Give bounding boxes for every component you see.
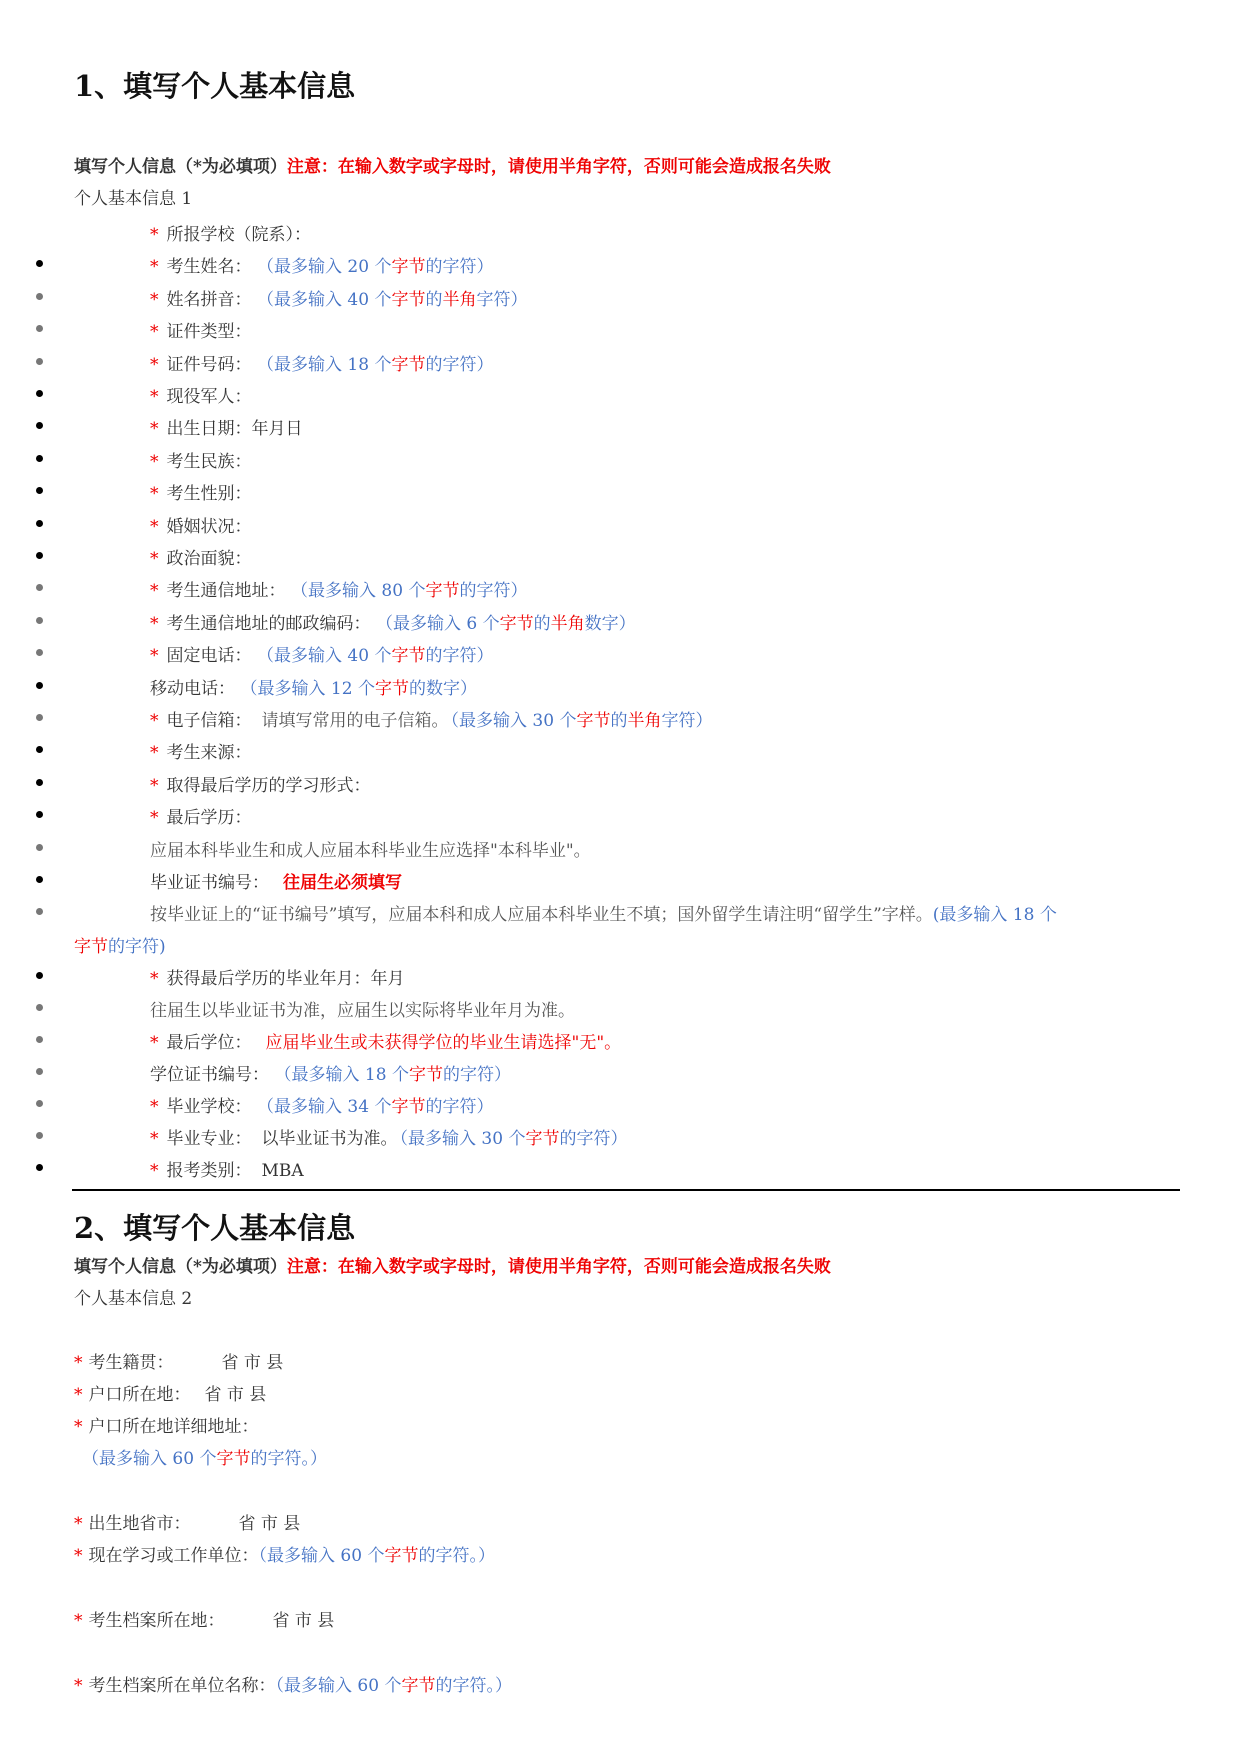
form-field	[150, 674, 477, 699]
hint-part: 字节	[391, 290, 426, 310]
list-item-cert-number	[0, 864, 1241, 896]
hint-bytes: 字节	[216, 1449, 251, 1469]
form-field	[150, 220, 311, 245]
required-star: *	[74, 1611, 83, 1631]
hint-part: 半角	[550, 614, 585, 634]
list-item-field	[0, 410, 1241, 442]
hint-text: （最多输入 30 个	[399, 1129, 526, 1149]
bullet-icon	[36, 649, 43, 656]
field-label: 取得最后学历的学习形式：	[166, 776, 371, 796]
hukou-address-hint	[82, 1444, 327, 1469]
bullet-icon	[36, 584, 43, 591]
required-star: *	[150, 614, 159, 634]
list-item-degree	[0, 1024, 1241, 1056]
required-star: *	[150, 549, 159, 569]
degree-cert-hint	[283, 1065, 511, 1085]
required-star: *	[74, 1353, 83, 1373]
hint-part: 的字符）	[425, 646, 494, 666]
field-label: 电子信箱：	[166, 711, 252, 731]
hint-text: （最多输入 34 个	[265, 1097, 392, 1117]
section-1-note	[74, 152, 831, 177]
field-hint	[249, 679, 477, 699]
hint-part: 字符）	[661, 711, 713, 731]
bullet-icon	[36, 260, 43, 267]
field-label: 考生通信地址的邮政编码：	[166, 614, 371, 634]
hint-bytes: 字节	[384, 1546, 419, 1566]
bullet-icon	[36, 844, 43, 851]
school-field	[150, 1092, 493, 1117]
required-star: *	[74, 1385, 83, 1405]
note-prefix: 填写个人信息（*为必填项）	[74, 157, 287, 177]
required-star: *	[150, 387, 159, 407]
hukou-address-field	[74, 1412, 259, 1437]
hint-bytes: 字节	[391, 1097, 426, 1117]
grad-year-value: 年月	[370, 969, 405, 989]
hint-text: （最多输入 18 个	[283, 1065, 409, 1085]
hint-text: 的字符）	[559, 1129, 628, 1149]
hint-part: 的字符）	[425, 355, 494, 375]
hint-part: 字节	[391, 646, 426, 666]
bullet-icon	[36, 972, 43, 979]
field-label: 政治面貌：	[166, 549, 252, 569]
required-star: *	[150, 452, 159, 472]
required-star: *	[150, 1161, 159, 1181]
list-item-field	[0, 443, 1241, 475]
bullet-icon	[36, 520, 43, 527]
required-star: *	[150, 355, 159, 375]
field-hint	[266, 290, 528, 310]
bullet-icon	[36, 487, 43, 494]
field-label: 考生姓名：	[166, 257, 252, 277]
bullet-icon	[36, 390, 43, 397]
hint-part: （最多输入 18 个	[265, 355, 392, 375]
hint-part: 字节	[425, 581, 460, 601]
form-field	[150, 285, 527, 310]
bullet-icon	[36, 779, 43, 786]
form-field	[150, 706, 712, 731]
field-label: 考生通信地址：	[166, 581, 286, 601]
field-label: 所报学校（院系）：	[166, 225, 311, 245]
degree-cert-field	[150, 1060, 511, 1085]
degree-label: 最后学位：	[166, 1033, 252, 1053]
field-value: 年月日	[251, 419, 303, 439]
hukou-label: 户口所在地：	[88, 1385, 191, 1405]
hint-part: 的数字）	[408, 679, 477, 699]
field-hint	[266, 646, 494, 666]
hint-text: 的字符。）	[250, 1449, 327, 1469]
field-label: 婚姻状况：	[166, 517, 252, 537]
cert-desc-hint-end: 的字符)	[108, 937, 166, 957]
exam-type-value: MBA	[261, 1161, 304, 1181]
hint-part: 半角	[627, 711, 662, 731]
hint-part: 字节	[374, 679, 409, 699]
bullet-icon	[36, 714, 43, 721]
list-item-exam-type	[0, 1152, 1241, 1184]
section-2-title: 2、填写个人基本信息	[74, 1211, 356, 1245]
required-star: *	[74, 1676, 83, 1696]
note-warning: 注意：在输入数字或字母时，请使用半角字符，否则可能会造成报名失败	[286, 1257, 831, 1277]
exam-type-label: 报考类别：	[166, 1161, 252, 1181]
form-field	[150, 512, 252, 537]
native-place-value: 省 市 县	[221, 1353, 284, 1373]
bullet-icon	[36, 358, 43, 365]
required-star: *	[150, 1129, 159, 1149]
grad-year-note: 往届生以毕业证书为准，应届生以实际将毕业年月为准。	[150, 1001, 575, 1021]
field-hint	[385, 614, 636, 634]
hint-part: 字符）	[476, 290, 528, 310]
field-label: 现役军人：	[166, 387, 252, 407]
field-label: 最后学历：	[166, 808, 252, 828]
hint-part: 的字符）	[459, 581, 528, 601]
grad-year-label: 获得最后学历的毕业年月：	[166, 969, 371, 989]
hint-text: 的字符。）	[435, 1676, 512, 1696]
list-item-grad-year-note	[0, 992, 1241, 1024]
degree-field	[150, 1028, 621, 1053]
list-item-field	[0, 216, 1241, 248]
cert-number-field	[150, 868, 402, 893]
graduate-note: 应届本科毕业生和成人应届本科毕业生应选择"本科毕业"。	[150, 841, 591, 861]
hint-part: 数字）	[584, 614, 636, 634]
form-field	[150, 414, 303, 439]
form-field	[150, 641, 493, 666]
workplace-label: 现在学习或工作单位：	[88, 1546, 259, 1566]
section-1-title: 1、填写个人基本信息	[74, 69, 356, 103]
hint-part: 半角	[442, 290, 477, 310]
degree-cert-label: 学位证书编号：	[150, 1065, 269, 1085]
hint-part: （最多输入 12 个	[249, 679, 375, 699]
hint-bytes: 字节	[525, 1129, 560, 1149]
archive-unit-hint	[276, 1676, 512, 1696]
required-star: *	[74, 1417, 83, 1437]
cert-number-required: 往届生必须填写	[283, 873, 402, 893]
field-hint	[451, 711, 713, 731]
form-field	[150, 350, 493, 375]
bullet-icon	[36, 325, 43, 332]
hint-bytes: 字节	[401, 1676, 436, 1696]
form-field	[150, 544, 252, 569]
hint-part: （最多输入 80 个	[299, 581, 426, 601]
hint-part: 的	[533, 614, 551, 634]
field-label: 移动电话：	[150, 679, 235, 699]
hint-text: 的字符。）	[418, 1546, 495, 1566]
form-field	[150, 317, 252, 342]
hint-text: （最多输入 60 个	[275, 1676, 402, 1696]
cert-desc-line2	[74, 932, 166, 957]
required-star: *	[150, 419, 159, 439]
form-field	[150, 738, 252, 763]
hint-part: （最多输入 6 个	[384, 614, 500, 634]
major-value: 以毕业证书为准。	[261, 1129, 398, 1149]
list-item-field	[0, 378, 1241, 410]
required-star: *	[150, 484, 159, 504]
hint-part: （最多输入 20 个	[265, 257, 392, 277]
cert-number-label: 毕业证书编号：	[150, 873, 269, 893]
workplace-hint	[259, 1546, 495, 1566]
list-item-field	[0, 702, 1241, 734]
list-item-graduate-note	[0, 832, 1241, 864]
required-star: *	[150, 517, 159, 537]
major-field	[150, 1124, 627, 1149]
form-field	[150, 803, 252, 828]
list-item-field	[0, 508, 1241, 540]
note-prefix: 填写个人信息（*为必填项）	[74, 1257, 287, 1277]
required-star: *	[150, 581, 159, 601]
section-2-subtitle: 个人基本信息 2	[74, 1289, 193, 1309]
hint-text: （最多输入 60 个	[258, 1546, 385, 1566]
birthplace-field	[74, 1509, 300, 1534]
list-item-field	[0, 475, 1241, 507]
required-star: *	[74, 1514, 83, 1534]
hint-part: （最多输入 40 个	[265, 290, 392, 310]
field-label: 证件类型：	[166, 322, 252, 342]
school-hint	[266, 1097, 494, 1117]
hint-part: 字节	[576, 711, 611, 731]
hint-part: （最多输入 30 个	[450, 711, 577, 731]
bullet-icon	[36, 811, 43, 818]
bullet-icon	[36, 1004, 43, 1011]
archive-unit-label: 考生档案所在单位名称：	[88, 1676, 276, 1696]
archive-location-value: 省 市 县	[272, 1611, 335, 1631]
section-1-subtitle: 个人基本信息 1	[74, 189, 193, 209]
list-item-cert-desc	[0, 896, 1241, 960]
hukou-value: 省 市 县	[204, 1385, 267, 1405]
form-field	[150, 479, 252, 504]
list-item-grad-year	[0, 960, 1241, 992]
cert-desc-hint-bytes: 字节	[74, 937, 108, 957]
required-star: *	[150, 322, 159, 342]
form-field	[150, 382, 252, 407]
birthplace-label: 出生地省市：	[88, 1514, 191, 1534]
hint-part: 的	[610, 711, 628, 731]
major-hint	[400, 1129, 628, 1149]
bullet-icon	[36, 422, 43, 429]
required-star: *	[150, 1033, 159, 1053]
list-item-field	[0, 346, 1241, 378]
cert-desc-text: 按毕业证上的“证书编号”填写，应届本科和成人应届本科毕业生不填；国外留学生请注明“留学生”字样。	[150, 905, 933, 925]
field-label: 考生来源：	[166, 743, 252, 763]
hint-part: 字节	[391, 257, 426, 277]
bullet-icon	[36, 682, 43, 689]
hint-text: （最多输入 60 个	[82, 1449, 217, 1469]
hint-part: 字节	[499, 614, 534, 634]
hint-part: 的字符）	[425, 257, 494, 277]
archive-location-field	[74, 1606, 334, 1631]
list-item-major	[0, 1120, 1241, 1152]
hukou-address-label: 户口所在地详细地址：	[88, 1417, 259, 1437]
section-2-note	[74, 1252, 831, 1277]
native-place-field	[74, 1348, 283, 1373]
bullet-icon	[36, 1164, 43, 1171]
list-item-field	[0, 637, 1241, 669]
bullet-icon	[36, 908, 43, 915]
bullet-icon	[36, 1100, 43, 1107]
list-item-field	[0, 572, 1241, 604]
exam-type-field	[150, 1156, 304, 1181]
form-field	[150, 576, 527, 601]
field-label: 姓名拼音：	[166, 290, 252, 310]
field-label: 出生日期：	[166, 419, 252, 439]
required-star: *	[150, 646, 159, 666]
list-item-field	[0, 248, 1241, 280]
section-divider	[72, 1189, 1180, 1191]
workplace-field	[74, 1541, 495, 1566]
archive-unit-field	[74, 1671, 512, 1696]
hint-text: 的字符）	[425, 1097, 494, 1117]
list-item-field	[0, 540, 1241, 572]
required-star: *	[150, 1097, 159, 1117]
native-place-label: 考生籍贯：	[88, 1353, 174, 1373]
bullet-icon	[36, 617, 43, 624]
field-label: 固定电话：	[166, 646, 252, 666]
required-star: *	[150, 257, 159, 277]
form-field	[150, 252, 493, 277]
required-star: *	[150, 808, 159, 828]
bullet-icon	[36, 552, 43, 559]
hukou-field	[74, 1380, 266, 1405]
field-value: 请填写常用的电子信箱。	[261, 711, 449, 731]
field-label: 考生性别：	[166, 484, 252, 504]
list-item-school	[0, 1088, 1241, 1120]
required-star: *	[150, 290, 159, 310]
list-item-field	[0, 799, 1241, 831]
hint-bytes: 字节	[408, 1065, 443, 1085]
hint-text: 的字符）	[442, 1065, 511, 1085]
list-item-field	[0, 670, 1241, 702]
required-star: *	[150, 743, 159, 763]
form-field	[150, 447, 252, 472]
bullet-icon	[36, 1132, 43, 1139]
major-label: 毕业专业：	[166, 1129, 252, 1149]
bullet-icon	[36, 746, 43, 753]
bullet-icon	[36, 1036, 43, 1043]
cert-desc-line1	[150, 900, 1057, 925]
required-star: *	[74, 1546, 83, 1566]
required-star: *	[150, 969, 159, 989]
field-hint	[266, 355, 494, 375]
hint-part: （最多输入 40 个	[265, 646, 392, 666]
bullet-icon	[36, 293, 43, 300]
list-item-field	[0, 767, 1241, 799]
required-star: *	[150, 225, 159, 245]
hint-part: 的	[425, 290, 443, 310]
bullet-icon	[36, 1068, 43, 1075]
school-label: 毕业学校：	[166, 1097, 252, 1117]
list-item-field	[0, 313, 1241, 345]
field-label: 考生民族：	[166, 452, 252, 472]
degree-note: 应届毕业生或未获得学位的毕业生请选择"无"。	[265, 1033, 622, 1053]
note-warning: 注意：在输入数字或字母时，请使用半角字符，否则可能会造成报名失败	[286, 157, 831, 177]
field-label: 证件号码：	[166, 355, 252, 375]
cert-desc-hint: (最多输入 18 个	[932, 905, 1057, 925]
required-star: *	[150, 776, 159, 796]
archive-location-label: 考生档案所在地：	[88, 1611, 225, 1631]
form-field	[150, 771, 371, 796]
list-item-field	[0, 605, 1241, 637]
list-item-degree-cert	[0, 1056, 1241, 1088]
hint-part: 字节	[391, 355, 426, 375]
bullet-icon	[36, 876, 43, 883]
list-item-field	[0, 734, 1241, 766]
list-item-field	[0, 281, 1241, 313]
field-hint	[300, 581, 528, 601]
field-hint	[266, 257, 494, 277]
bullet-icon	[36, 455, 43, 462]
grad-year-field	[150, 964, 405, 989]
form-field	[150, 609, 636, 634]
required-star: *	[150, 711, 159, 731]
birthplace-value: 省 市 县	[238, 1514, 301, 1534]
